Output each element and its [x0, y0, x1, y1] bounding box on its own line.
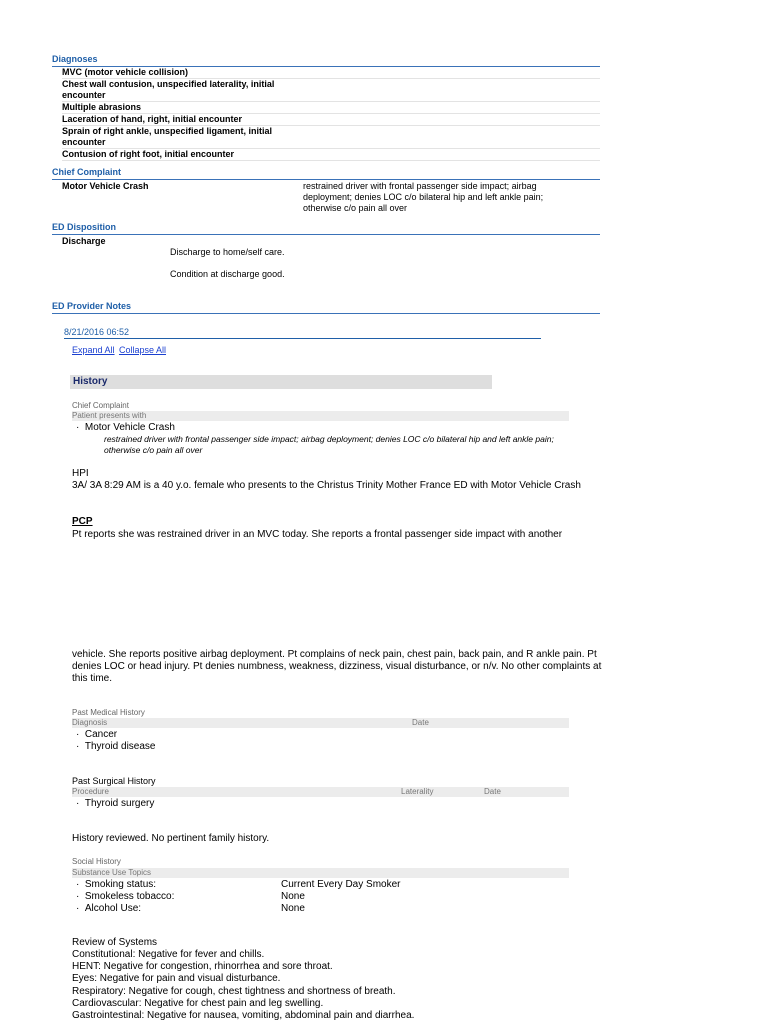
diagnoses-header: Diagnoses [52, 54, 600, 67]
pcp-text-part2: vehicle. She reports positive airbag deployment. Pt complains of neck pain, chest pain, back pain, and R ankle pain. Pt denies LOC or head injury. Pt denies numbness, weakness, dizziness, visual disturbance, or n/v. No other complaints at this time. [72, 649, 602, 684]
diagnosis-row [62, 67, 600, 79]
hpi-text: 3A/ 3A 8:29 AM is a 40 y.o. female who presents to the Christus Trinity Mother France ED with Motor Vehicle Crash [72, 480, 581, 491]
expand-all-link[interactable]: Expand All [72, 345, 115, 355]
cc-item-text: Motor Vehicle Crash [84, 422, 175, 433]
list-item: · Smokeless tobacco: [76, 891, 175, 902]
pmh-col-diagnosis: Diagnosis [72, 718, 108, 727]
diagnosis-text: MVC (motor vehicle collision) [62, 67, 189, 77]
list-item: · Alcohol Use: [76, 903, 142, 914]
list-item: · Thyroid disease [76, 741, 156, 752]
chief-complaint-header: Chief Complaint [52, 167, 600, 180]
ros-line: Constitutional: Negative for fever and chills. [72, 949, 265, 960]
psh-item: Thyroid surgery [84, 798, 155, 809]
diagnosis-row [62, 79, 600, 102]
social-label: Smokeless tobacco: [84, 891, 175, 902]
social-value: None [281, 903, 305, 914]
social-subheader [72, 868, 569, 878]
ros-line: HENT: Negative for congestion, rhinorrhea and sore throat. [72, 961, 333, 972]
ed-disposition-header: ED Disposition [52, 222, 600, 235]
diagnosis-text: Laceration of hand, right, initial encounter [62, 114, 243, 124]
chief-complaint-description: restrained driver with frontal passenger side impact; airbag deployment; denies LOC c/o bilateral hip and left ankle pain; otherwise c/o pain all over [303, 181, 544, 213]
ros-line: Cardiovascular: Negative for chest pain and leg swelling. [72, 998, 324, 1009]
history-section-header[interactable]: History [70, 375, 492, 389]
list-item: · Motor Vehicle Crash [76, 422, 175, 433]
psh-table-header [72, 787, 569, 797]
disposition-line: Condition at discharge good. [170, 269, 285, 279]
pmh-title: Past Medical History [72, 708, 145, 717]
diagnosis-text: Chest wall contusion, unspecified laterality, initial encounter [62, 79, 275, 100]
diagnosis-row [62, 149, 600, 161]
list-item: · Cancer [76, 729, 118, 740]
psh-col-procedure: Procedure [72, 787, 109, 796]
pmh-table-header [72, 718, 569, 728]
social-title: Social History [72, 857, 121, 866]
note-timestamp: 8/21/2016 06:52 [64, 327, 541, 339]
list-item: · Thyroid surgery [76, 798, 155, 809]
social-label: Alcohol Use: [84, 903, 142, 914]
list-item: · Smoking status: [76, 879, 157, 890]
ros-line: Eyes: Negative for pain and visual disturbance. [72, 973, 281, 984]
pcp-text-part1: Pt reports she was restrained driver in an MVC today. She reports a frontal passenger side impact with another [72, 529, 563, 540]
diagnosis-text: Multiple abrasions [62, 102, 142, 112]
social-value: None [281, 891, 305, 902]
diagnosis-row [62, 114, 600, 126]
pmh-item: Thyroid disease [84, 741, 156, 752]
pmh-col-date: Date [412, 718, 429, 727]
diagnosis-text: Sprain of right ankle, unspecified ligament, initial encounter [62, 126, 273, 147]
diagnosis-row [62, 102, 600, 114]
psh-title: Past Surgical History [72, 776, 156, 786]
pcp-label: PCP [72, 516, 93, 527]
family-history-text: History reviewed. No pertinent family history. [72, 833, 270, 844]
ros-title: Review of Systems [72, 937, 158, 948]
disposition-label: Discharge [62, 236, 106, 246]
social-sub-label: Substance Use Topics [72, 868, 152, 877]
social-value: Current Every Day Smoker [281, 879, 401, 890]
psh-col-laterality: Laterality [401, 787, 434, 796]
social-label: Smoking status: [84, 879, 157, 890]
diagnosis-row [62, 126, 600, 149]
diagnosis-text: Contusion of right foot, initial encounter [62, 149, 234, 159]
cc-subheader [72, 411, 569, 421]
provider-notes-header: ED Provider Notes [52, 301, 600, 314]
collapse-all-link[interactable]: Collapse All [118, 345, 167, 355]
cc-sub-label: Patient presents with [72, 411, 147, 420]
psh-col-date: Date [484, 787, 501, 796]
pmh-item: Cancer [84, 729, 118, 740]
chief-complaint-label: Motor Vehicle Crash [62, 181, 149, 191]
ros-line: Gastrointestinal: Negative for nausea, vomiting, abdominal pain and diarrhea. [72, 1010, 415, 1021]
hpi-label: HPI [72, 468, 89, 479]
ros-line: Respiratory: Negative for cough, chest tightness and shortness of breath. [72, 986, 396, 997]
cc-subtitle: Chief Complaint [72, 401, 129, 410]
disposition-line: Discharge to home/self care. [170, 247, 285, 257]
cc-detail: restrained driver with frontal passenger side impact; airbag deployment; denies LOC c/o bilateral hip and left ankle pain; otherwise c/o pain all over [104, 434, 554, 455]
